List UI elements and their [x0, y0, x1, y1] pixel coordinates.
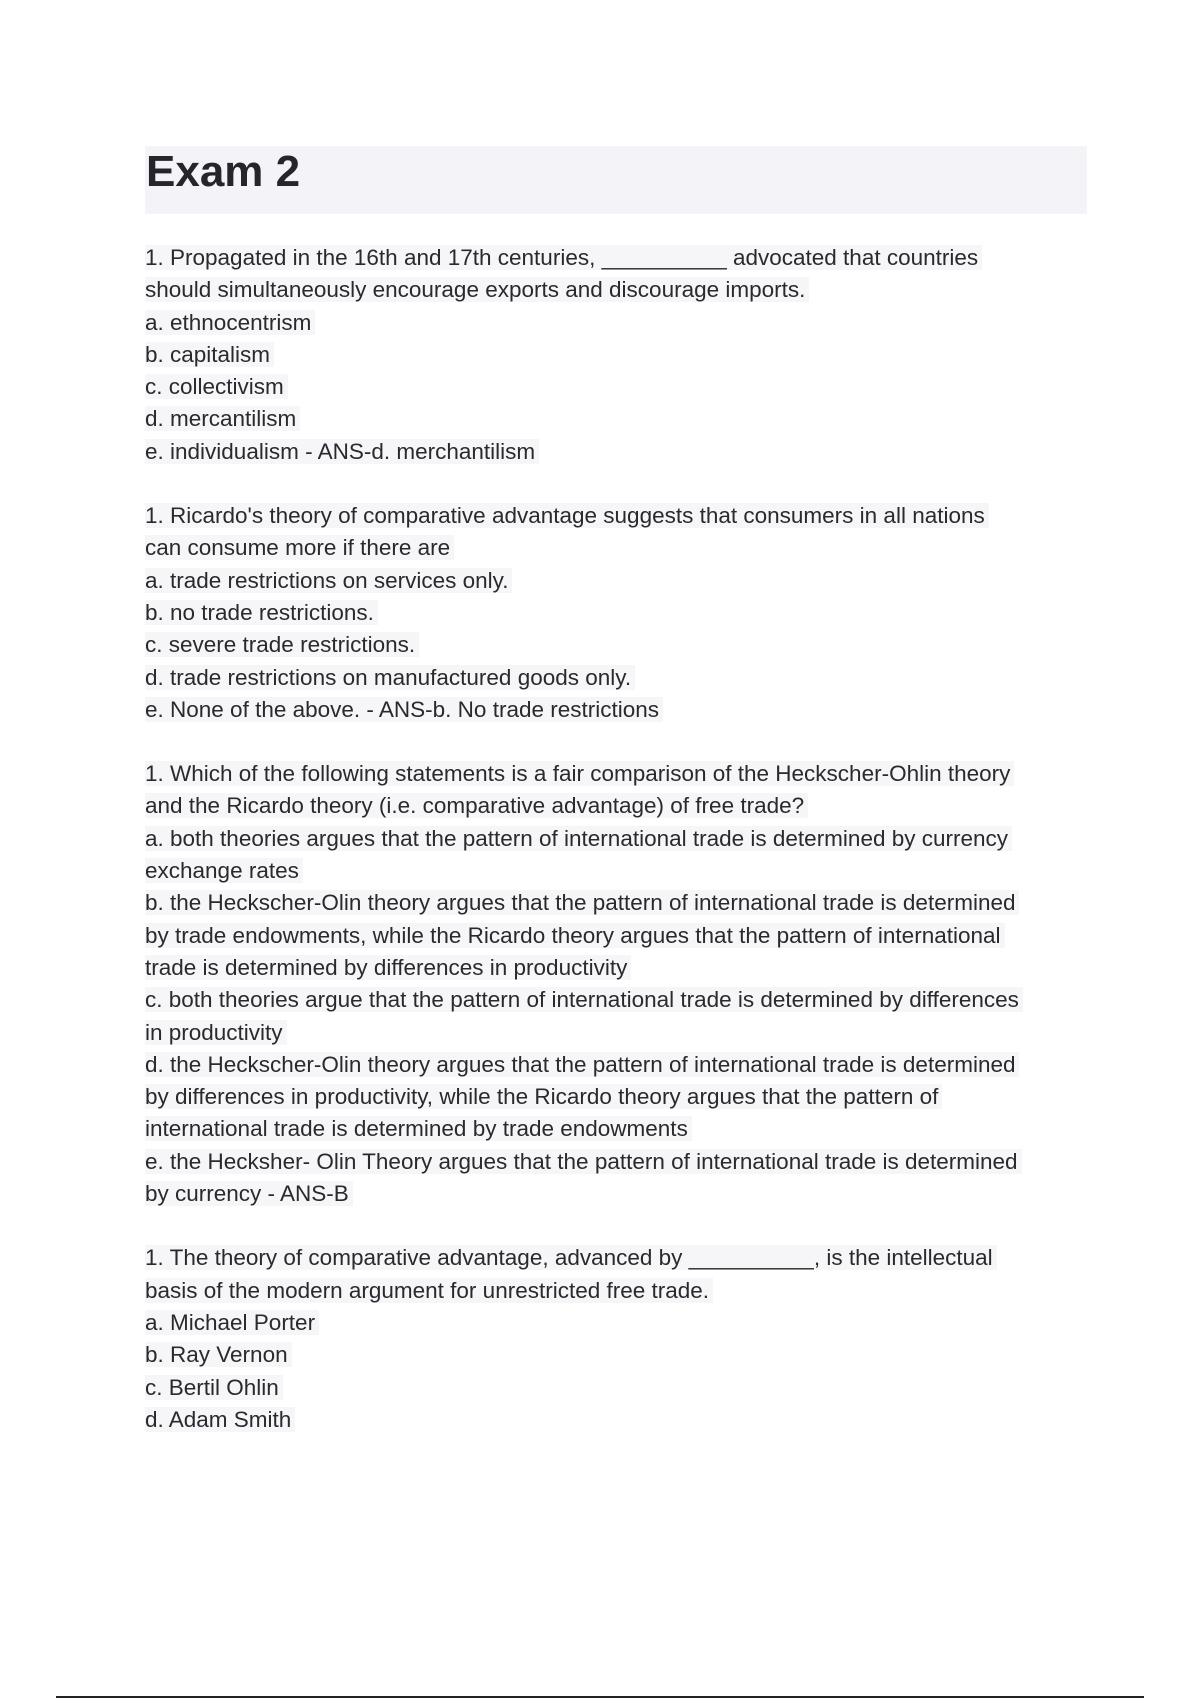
- question-stem: 1. The theory of comparative advantage, advanced by __________, is the intellectual: [145, 1242, 1090, 1274]
- answer-option: c. both theories argue that the pattern of international trade is determined by differences: [145, 984, 1090, 1016]
- answer-option: c. collectivism: [145, 371, 1090, 403]
- answer-option: a. Michael Porter: [145, 1307, 1090, 1339]
- answer-option: a. both theories argues that the pattern of international trade is determined by currency: [145, 823, 1090, 855]
- question-stem: 1. Which of the following statements is a fair comparison of the Heckscher-Ohlin theory: [145, 758, 1090, 790]
- answer-option: by currency - ANS-B: [145, 1178, 1090, 1210]
- answer-option: b. the Heckscher-Olin theory argues that the pattern of international trade is determined: [145, 887, 1090, 919]
- answer-option: trade is determined by differences in productivity: [145, 952, 1090, 984]
- bottom-divider: [56, 1696, 1144, 1698]
- answer-option: d. mercantilism: [145, 403, 1090, 435]
- question-block: [145, 1242, 1090, 1436]
- answer-option: exchange rates: [145, 855, 1090, 887]
- answer-option: a. trade restrictions on services only.: [145, 565, 1090, 597]
- answer-option: by differences in productivity, while the Ricardo theory argues that the pattern of: [145, 1081, 1090, 1113]
- question-stem: 1. Ricardo's theory of comparative advantage suggests that consumers in all nations: [145, 500, 1090, 532]
- answer-option: in productivity: [145, 1017, 1090, 1049]
- answer-option: a. ethnocentrism: [145, 307, 1090, 339]
- answer-option: by trade endowments, while the Ricardo theory argues that the pattern of international: [145, 920, 1090, 952]
- answer-option: international trade is determined by trade endowments: [145, 1113, 1090, 1145]
- question-block: [145, 242, 1090, 468]
- question-list: [145, 242, 1090, 1468]
- question-stem: 1. Propagated in the 16th and 17th centuries, __________ advocated that countries: [145, 242, 1090, 274]
- question-stem: basis of the modern argument for unrestricted free trade.: [145, 1275, 1090, 1307]
- question-block: [145, 758, 1090, 1210]
- question-stem: and the Ricardo theory (i.e. comparative advantage) of free trade?: [145, 790, 1090, 822]
- answer-option: d. Adam Smith: [145, 1404, 1090, 1436]
- answer-option: c. severe trade restrictions.: [145, 629, 1090, 661]
- answer-option: e. individualism - ANS-d. merchantilism: [145, 436, 1090, 468]
- answer-option: b. capitalism: [145, 339, 1090, 371]
- answer-option: d. the Heckscher-Olin theory argues that the pattern of international trade is determined: [145, 1049, 1090, 1081]
- answer-option: c. Bertil Ohlin: [145, 1372, 1090, 1404]
- page-title: Exam 2: [146, 147, 301, 196]
- answer-option: e. None of the above. - ANS-b. No trade restrictions: [145, 694, 1090, 726]
- question-block: [145, 500, 1090, 726]
- question-stem: can consume more if there are: [145, 532, 1090, 564]
- answer-option: e. the Hecksher- Olin Theory argues that the pattern of international trade is determined: [145, 1146, 1090, 1178]
- answer-option: b. no trade restrictions.: [145, 597, 1090, 629]
- answer-option: d. trade restrictions on manufactured goods only.: [145, 662, 1090, 694]
- question-stem: should simultaneously encourage exports and discourage imports.: [145, 274, 1090, 306]
- answer-option: b. Ray Vernon: [145, 1339, 1090, 1371]
